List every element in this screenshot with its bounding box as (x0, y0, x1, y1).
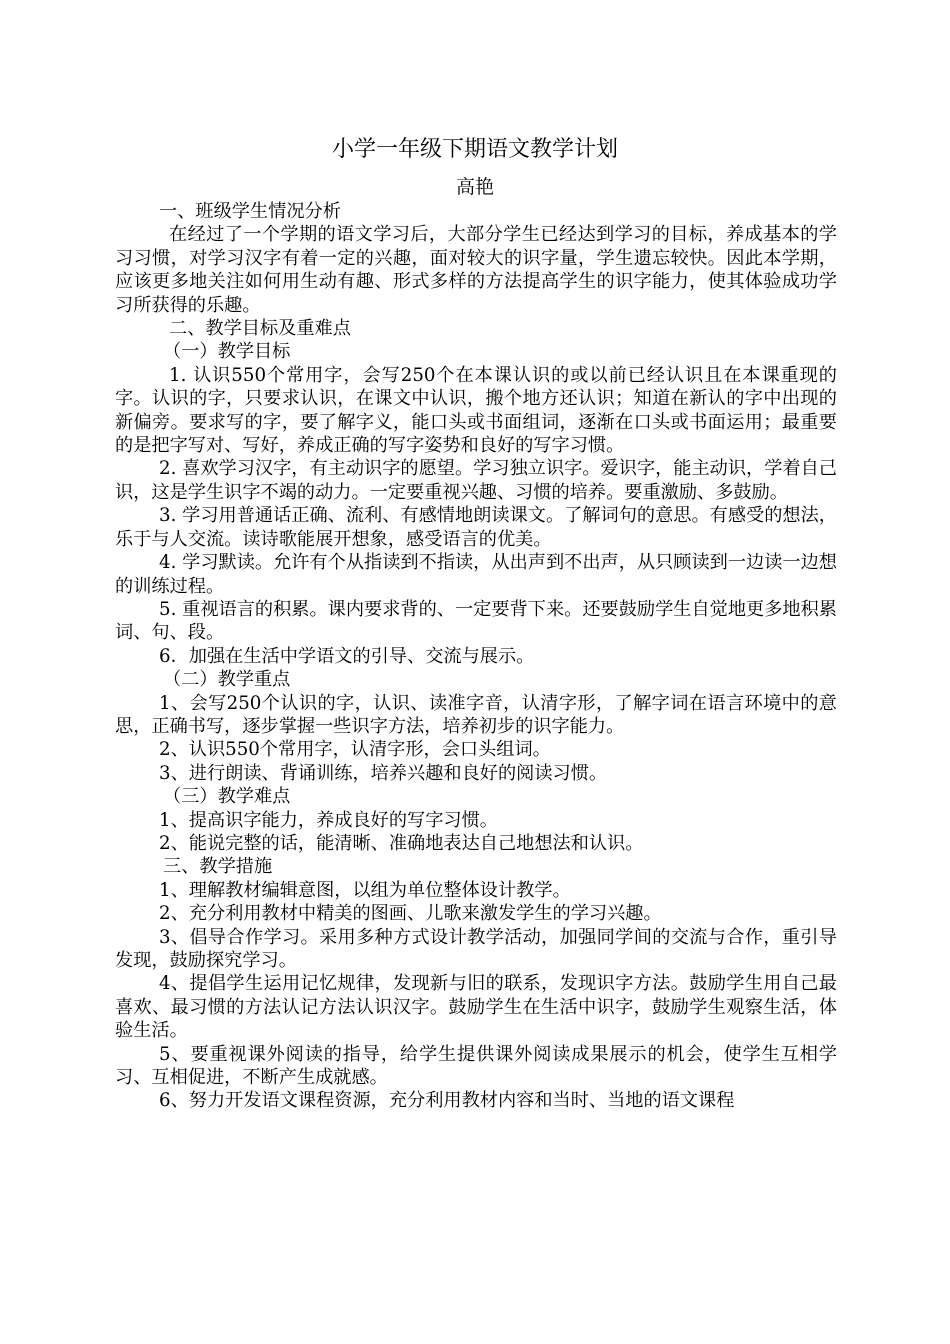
body-paragraph: 在经过了一个学期的语文学习后，大部分学生已经达到学习的目标，养成基本的学习习惯，对学习汉字有着一定的兴趣，面对较大的识字量，学生遗忘较快。因此本学期，应该更多地关注如何用生动有趣、形式多样的方法提高学生的识字能力，使其体验成功学习所获得的乐趣。 (115, 224, 837, 316)
body-paragraph: 4、提倡学生运用记忆规律，发现新与旧的联系，发现识字方法。鼓励学生用自己最喜欢、最习惯的方法认记方法认识汉字。鼓励学生在生活中识字，鼓励学生观察生活，体验生活。 (115, 973, 837, 1042)
subsection-heading: （一）教学目标 (163, 341, 291, 363)
body-paragraph: 4. 学习默读。允许有个从指读到不指读，从出声到不出声，从只顾读到一边读一边想的训练过程。 (115, 552, 837, 597)
body-paragraph: 3. 学习用普通话正确、流利、有感情地朗读课文。了解词句的意思。有感受的想法，乐于与人交流。读诗歌能展开想象，感受语言的优美。 (115, 505, 837, 550)
section-heading: 一、班级学生情况分析 (159, 201, 341, 222)
body-paragraph: 2、认识550个常用字，认清字形，会口头组词。 (159, 739, 551, 761)
section-heading: 二、教学目标及重难点 (169, 318, 351, 340)
body-paragraph: 1. 认识550个常用字，会写250个在本课认识的或以前已经认识且在本课重现的字。认识的字，只要求认识，在课文中认识，搬个地方还认识；知道在新认的字中出现的新偏旁。要求写的字，要了解字义，能口头或书面组词，逐渐在口头或书面运用；最重要的是把字写对、写好，养成正确的写字姿势和良好的写字习惯。 (115, 364, 837, 457)
body-paragraph: 1、理解教材编辑意图，以组为单位整体设计教学。 (159, 879, 571, 901)
body-paragraph: 6、努力开发语文课程资源，充分利用教材内容和当时、当地的语文课程 (159, 1090, 735, 1112)
body-paragraph: 2、能说完整的话，能清晰、准确地表达自己地想法和认识。 (159, 832, 644, 854)
section-heading: 三、教学措施 (163, 856, 273, 878)
subsection-heading: （三）教学难点 (163, 786, 291, 808)
body-paragraph: 3、倡导合作学习。采用多种方式设计教学活动，加强同学间的交流与合作，重引导发现，鼓励探究学习。 (115, 926, 837, 971)
body-paragraph: 1、提高识字能力，养成良好的写字习惯。 (159, 809, 498, 831)
body-paragraph: 5. 重视语言的积累。课内要求背的、一定要背下来。还要鼓励学生自觉地更多地积累词、句、段。 (115, 598, 837, 644)
body-paragraph: 2. 喜欢学习汉字，有主动识字的愿望。学习独立识字。爱识字，能主动识，学着自己识，这是学生识字不竭的动力。一定要重视兴趣、习惯的培养。要重激励、多鼓励。 (115, 458, 837, 503)
body-paragraph: 1、会写250个认识的字，认识、读准字音，认清字形，了解字词在语言环境中的意思，正确书写，逐步掌握一些识字方法，培养初步的识字能力。 (115, 692, 837, 737)
body-paragraph: 6．加强在生活中学语文的引导、交流与展示。 (159, 645, 535, 667)
document-title: 小学一年级下期语文教学计划 (331, 137, 618, 162)
subsection-heading: （二）教学重点 (163, 669, 291, 691)
body-paragraph: 5、要重视课外阅读的指导，给学生提供课外阅读成果展示的机会，使学生互相学习、互相促进，不断产生成就感。 (115, 1043, 837, 1089)
document-body (115, 200, 837, 1113)
body-paragraph: 2、充分利用教材中精美的图画、儿歌来激发学生的学习兴趣。 (159, 903, 662, 925)
document-author: 高艳 (455, 176, 494, 198)
body-paragraph: 3、进行朗读、背诵训练，培养兴趣和良好的阅读习惯。 (159, 762, 608, 784)
